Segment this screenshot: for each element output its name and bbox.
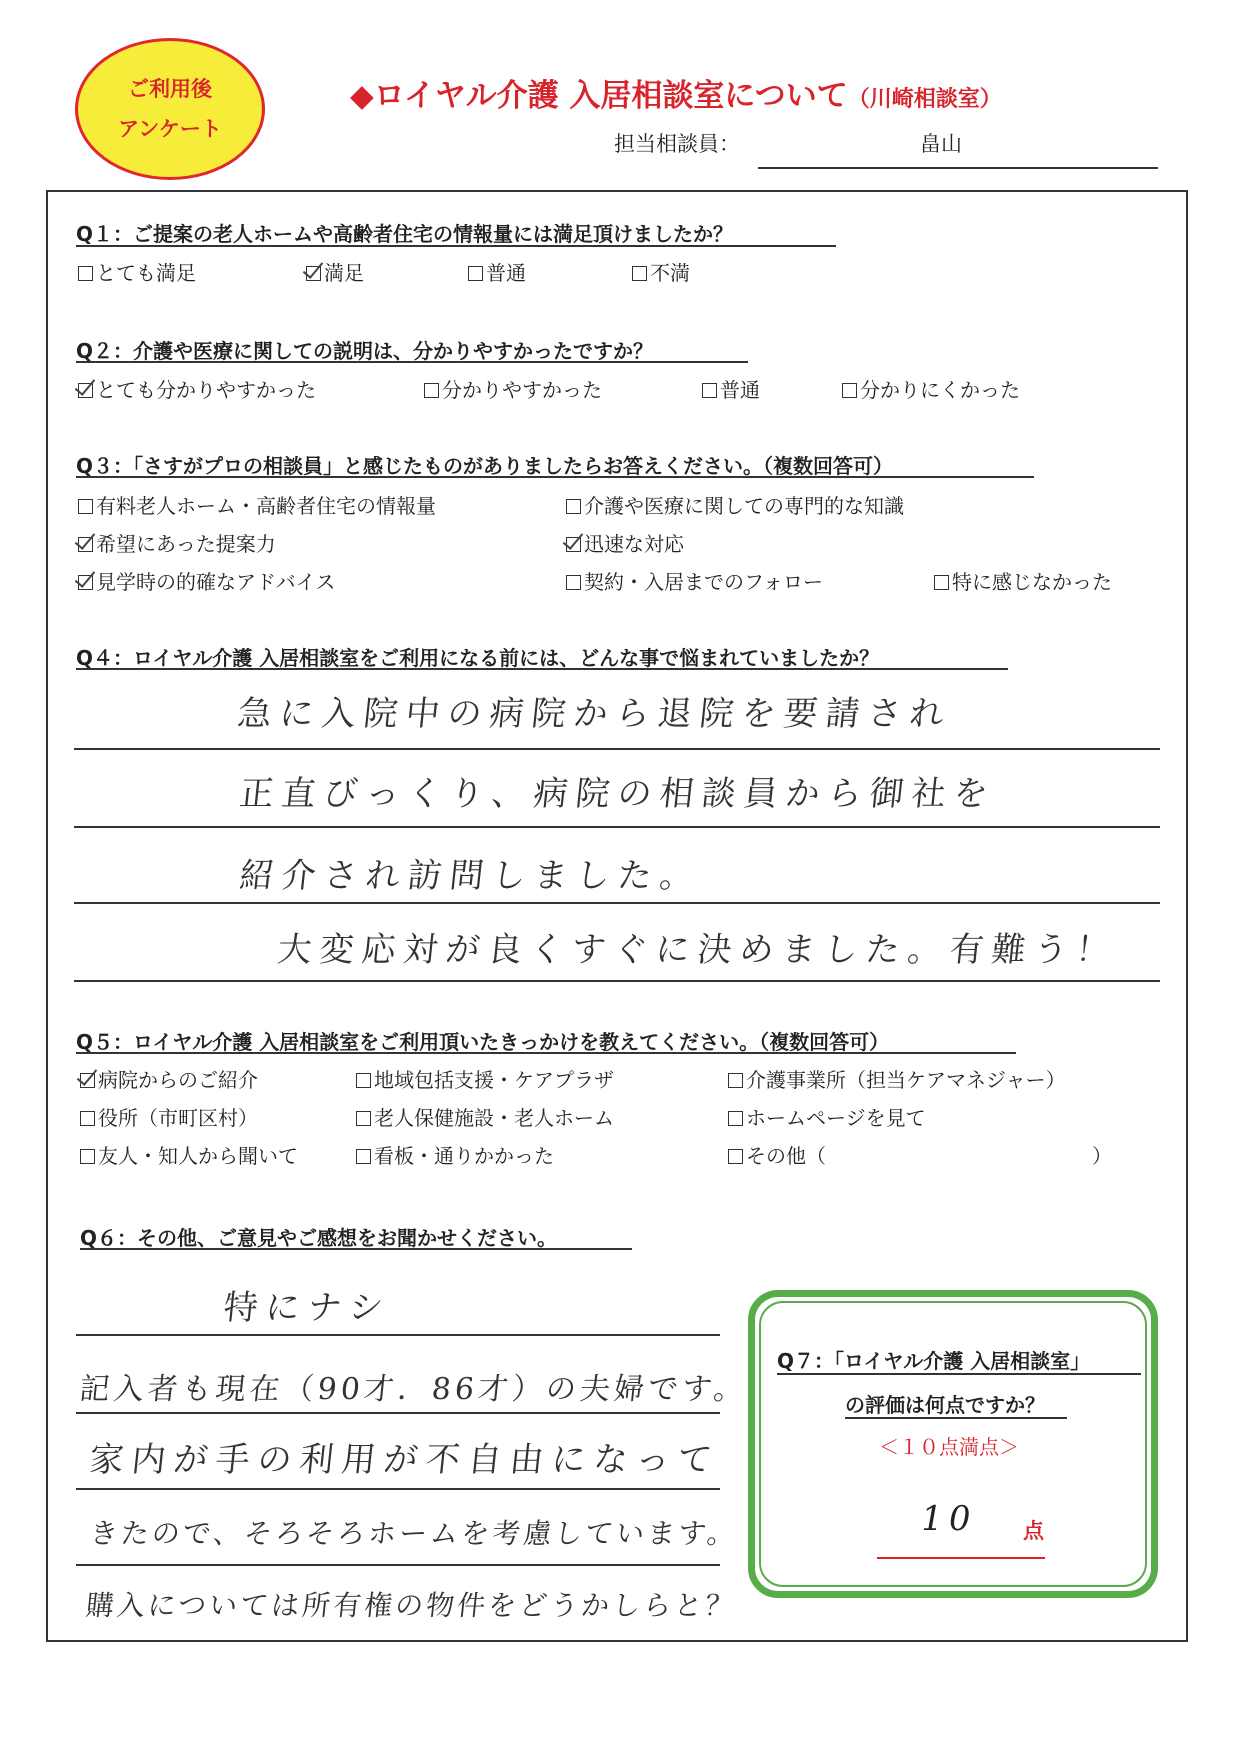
q1-option-4[interactable]: 不満 xyxy=(632,257,690,286)
q5-question: Q５：ロイヤル介護 入居相談室をご利用頂いたきっかけを教えてください。（複数回答可） xyxy=(76,1030,890,1054)
q4-rule-3 xyxy=(74,902,1160,904)
q1-option-2[interactable]: 満足 xyxy=(306,257,364,286)
q7-title2-underline xyxy=(845,1417,1067,1419)
checkbox[interactable] xyxy=(468,266,483,281)
q6-answer-line-1: 特にナシ xyxy=(221,1288,394,1328)
q6-answer-line-2: 記入者も現在（90才．86才）の夫婦です。 xyxy=(77,1372,750,1407)
q7-title2: の評価は何点ですか？ xyxy=(845,1393,1045,1417)
staff-underline xyxy=(758,167,1158,169)
checkbox[interactable] xyxy=(728,1149,743,1164)
q5-option-3[interactable]: 介護事業所（担当ケアマネジャー） xyxy=(728,1064,1066,1093)
q5-option-8[interactable]: 看板・通りかかった xyxy=(356,1140,554,1169)
q1-option-1[interactable]: とても満足 xyxy=(78,257,196,286)
staff-name: 畠山 xyxy=(920,132,962,156)
q7-max-score: ＜１０点満点＞ xyxy=(879,1435,1019,1459)
q4-answer-line-3: 紹介され訪問しました。 xyxy=(237,856,704,896)
q5-option-4[interactable]: 役所（市町区村） xyxy=(80,1102,258,1131)
badge-line2: アンケート xyxy=(118,117,222,141)
q5-option-7[interactable]: 友人・知人から聞いて xyxy=(80,1140,298,1169)
checkbox[interactable] xyxy=(80,1111,95,1126)
q3-option-4[interactable]: 迅速な対応 xyxy=(566,528,684,557)
title-main: ◆ロイヤル介護 入居相談室について xyxy=(350,78,848,114)
q2-option-4[interactable]: 分かりにくかった xyxy=(842,374,1020,403)
q5-underline xyxy=(76,1052,1016,1054)
q5-option-1[interactable]: 病院からのご紹介 xyxy=(80,1064,258,1093)
q6-rule-3 xyxy=(76,1488,720,1490)
q1-option-3[interactable]: 普通 xyxy=(468,257,526,286)
q2-option-2[interactable]: 分かりやすかった xyxy=(424,374,602,403)
checkbox[interactable] xyxy=(356,1149,371,1164)
checkbox-checked[interactable] xyxy=(306,266,321,281)
q2-question: Q２：介護や医療に関しての説明は、分かりやすかったですか？ xyxy=(76,339,654,363)
q6-answer-line-5: 購入については所有権の物件をどうかしらと？ xyxy=(84,1589,739,1622)
q7-score-unit: 点 xyxy=(1023,1519,1044,1543)
page-title xyxy=(350,70,1002,115)
q5-option-6[interactable]: ホームページを見て xyxy=(728,1102,926,1131)
q3-option-5[interactable]: 見学時の的確なアドバイス xyxy=(78,566,335,595)
q5-other-close: ） xyxy=(1092,1144,1112,1168)
checkbox[interactable] xyxy=(566,499,581,514)
q3-option-7[interactable]: 特に感じなかった xyxy=(934,566,1112,595)
checkbox[interactable] xyxy=(728,1111,743,1126)
q3-underline xyxy=(76,476,1034,478)
checkbox[interactable] xyxy=(566,575,581,590)
q3-option-2[interactable]: 介護や医療に関しての専門的な知識 xyxy=(566,490,904,519)
checkbox[interactable] xyxy=(842,383,857,398)
q3-question: Q３：「さすがプロの相談員」と感じたものがありましたらお答えください。（複数回答可） xyxy=(76,454,894,478)
q6-rule-2 xyxy=(76,1412,720,1414)
checkbox[interactable] xyxy=(702,383,717,398)
q7-title: Q７：「ロイヤル介護 入居相談室」 xyxy=(777,1349,1091,1373)
q6-underline xyxy=(80,1248,632,1250)
q5-option-2[interactable]: 地域包括支援・ケアプラザ xyxy=(356,1064,614,1093)
q1-underline xyxy=(76,245,836,247)
q2-option-1[interactable]: とても分かりやすかった xyxy=(78,374,316,403)
checkbox-checked[interactable] xyxy=(78,537,93,552)
q6-answer-line-3: 家内が手の利用が不自由になって xyxy=(87,1440,722,1480)
q4-rule-4 xyxy=(74,980,1160,982)
badge-line1: ご利用後 xyxy=(128,77,212,101)
checkbox-checked[interactable] xyxy=(566,537,581,552)
checkbox[interactable] xyxy=(632,266,647,281)
survey-badge xyxy=(75,38,265,180)
checkbox-checked[interactable] xyxy=(78,575,93,590)
q7-title-underline xyxy=(777,1373,1141,1375)
q4-rule-1 xyxy=(74,748,1160,750)
q7-score[interactable]: 10 xyxy=(917,1499,980,1539)
q4-answer-line-1: 急に入院中の病院から退院を要請され xyxy=(235,694,954,734)
q4-answer-line-2: 正直びっくり、病院の相談員から御社を xyxy=(237,774,998,814)
checkbox[interactable] xyxy=(424,383,439,398)
q3-option-6[interactable]: 契約・入居までのフォロー xyxy=(566,566,823,595)
checkbox[interactable] xyxy=(728,1073,743,1088)
checkbox-checked[interactable] xyxy=(78,383,93,398)
q7-score-underline xyxy=(877,1557,1045,1559)
q6-rule-1 xyxy=(76,1334,720,1336)
q4-rule-2 xyxy=(74,826,1160,828)
checkbox-checked[interactable] xyxy=(80,1073,95,1088)
q4-answer-line-4: 大変応対が良くすぐに決めました。有難う！ xyxy=(275,930,1120,970)
q3-option-3[interactable]: 希望にあった提案力 xyxy=(78,528,276,557)
checkbox[interactable] xyxy=(356,1073,371,1088)
staff-label: 担当相談員： xyxy=(614,132,740,156)
q2-option-3[interactable]: 普通 xyxy=(702,374,760,403)
q6-question: Q６：その他、ご意見やご感想をお聞かせください。 xyxy=(80,1226,558,1250)
q6-rule-4 xyxy=(76,1564,720,1566)
checkbox[interactable] xyxy=(934,575,949,590)
q4-underline xyxy=(76,668,1008,670)
title-sub: （川崎相談室） xyxy=(847,87,1002,112)
checkbox[interactable] xyxy=(356,1111,371,1126)
q4-question: Q４：ロイヤル介護 入居相談室をご利用になる前には、どんな事で悩まれていましたか？ xyxy=(76,646,880,670)
q7-rating-box xyxy=(748,1290,1158,1598)
q6-answer-line-4: きたので、そろそろホームを考慮しています。 xyxy=(88,1517,740,1550)
q1-question: Q１：ご提案の老人ホームや高齢者住宅の情報量には満足頂けましたか？ xyxy=(76,222,734,246)
q5-option-9[interactable]: その他（ xyxy=(728,1140,826,1169)
checkbox[interactable] xyxy=(78,499,93,514)
q2-underline xyxy=(76,361,748,363)
q3-option-1[interactable]: 有料老人ホーム・高齢者住宅の情報量 xyxy=(78,490,436,519)
checkbox[interactable] xyxy=(78,266,93,281)
q5-option-5[interactable]: 老人保健施設・老人ホーム xyxy=(356,1102,614,1131)
checkbox[interactable] xyxy=(80,1149,95,1164)
